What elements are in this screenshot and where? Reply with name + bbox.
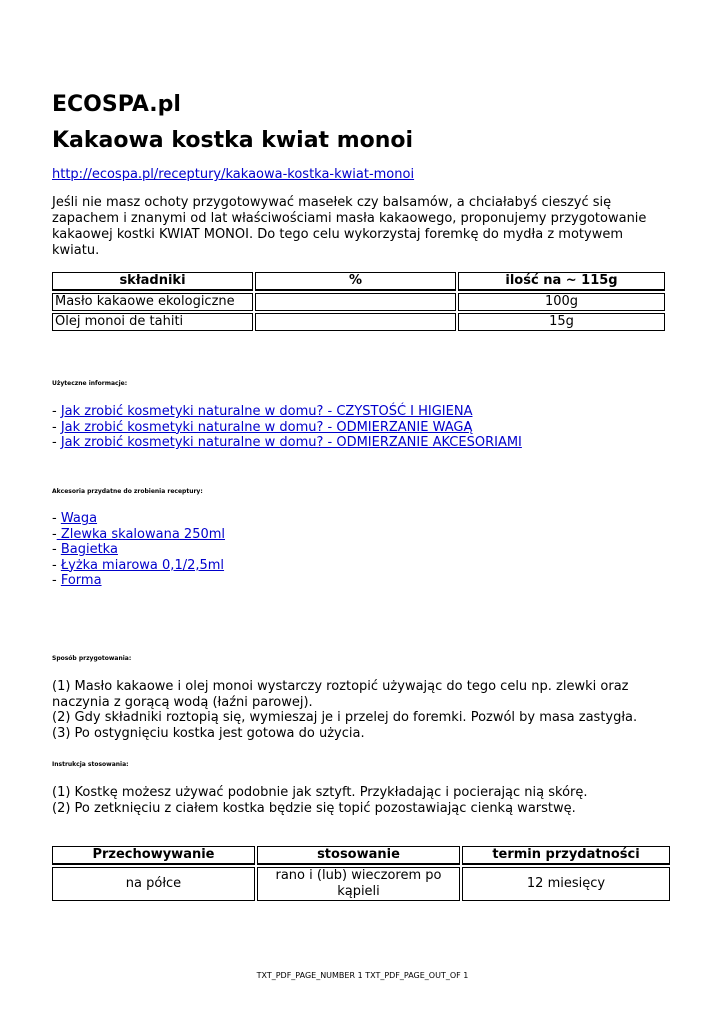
list-item: - Bagietka [52, 542, 118, 557]
table-row [52, 867, 670, 901]
usage-text: (1) Kostkę możesz używać podobnie jak sztyft. Przykładając i pocierając nią skórę. (2) Po zetknięciu z ciałem kostka będzie się topić pozostawiając cienką warstwę. [52, 785, 588, 816]
col-header-usage: stosowanie [257, 846, 460, 865]
table-row [52, 293, 665, 311]
list-item: - Jak zrobić kosmetyki naturalne w domu? - CZYSTOŚĆ I HIGIENA [52, 404, 473, 419]
col-header-amount: ilość na ~ 115g [458, 272, 665, 291]
recipe-url-link[interactable]: http://ecospa.pl/receptury/kakaowa-kostka-kwiat-monoi [52, 167, 415, 182]
accessory-link-scale[interactable]: Waga [60, 511, 98, 526]
page-title: Kakaowa kostka kwiat monoi [52, 128, 414, 153]
ingredient-percent [255, 313, 456, 331]
usage-value: rano i (lub) wieczorem po kąpieli [257, 867, 460, 901]
usage-heading: Instrukcja stosowania: [52, 761, 129, 768]
storage-table [50, 844, 672, 903]
useful-link-hygiene[interactable]: Jak zrobić kosmetyki naturalne w domu? - CZYSTOŚĆ I HIGIENA [60, 404, 473, 419]
ingredient-amount: 15g [458, 313, 665, 331]
accessory-link-stirring-rod[interactable]: Bagietka [60, 542, 118, 557]
useful-link-weighing[interactable]: Jak zrobić kosmetyki naturalne w domu? - ODMIERZANIE WAGĄ [60, 419, 473, 435]
accessory-link-mold[interactable]: Forma [60, 573, 102, 588]
table-row [52, 313, 665, 331]
accessory-link-beaker[interactable]: Zlewka skalowana 250ml [56, 526, 226, 542]
site-name: ECOSPA.pl [52, 92, 181, 117]
accessory-link-measuring-spoon[interactable]: Łyżka miarowa 0,1/2,5ml [60, 557, 225, 573]
list-item: - Jak zrobić kosmetyki naturalne w domu? - ODMIERZANIE WAGĄ [52, 419, 473, 435]
ingredients-header-row [52, 272, 665, 291]
ingredient-name: Olej monoi de tahiti [52, 313, 253, 331]
col-header-expiry: termin przydatności [462, 846, 670, 865]
intro-paragraph: Jeśli nie masz ochoty przygotowywać masełek czy balsamów, a chciałabyś cieszyć się zapachem i znanymi od lat właściwościami masła kakaowego, proponujemy przygotowanie kakaowej kostki KWIAT MONOI. Do tego celu wykorzystaj foremkę do mydła z motywem kwiatu. [52, 195, 647, 258]
list-item: - Jak zrobić kosmetyki naturalne w domu? - ODMIERZANIE AKCESORIAMI [52, 435, 522, 450]
method-text: (1) Masło kakaowe i olej monoi wystarczy roztopić używając do tego celu np. zlewki oraz naczynia z gorącą wodą (łaźni parowej). (2) Gdy składniki roztopią się, wymieszaj je i przelej do foremki. Pozwól by masa zastygła. (3) Po ostygnięciu kostka jest gotowa do użycia. [52, 679, 638, 741]
list-item: - Zlewka skalowana 250ml [52, 526, 226, 542]
expiry-value: 12 miesięcy [462, 867, 670, 901]
ingredient-percent [255, 293, 456, 311]
col-header-percent: % [255, 272, 456, 291]
accessories-heading: Akcesoria przydatne do zrobienia receptury: [52, 488, 203, 495]
useful-link-accessories[interactable]: Jak zrobić kosmetyki naturalne w domu? - ODMIERZANIE AKCESORIAMI [60, 435, 522, 450]
page-footer: TXT_PDF_PAGE_NUMBER 1 TXT_PDF_PAGE_OUT_OF 1 [256, 971, 469, 980]
list-item: - Forma [52, 573, 102, 588]
col-header-ingredient: składniki [52, 272, 253, 291]
col-header-storage: Przechowywanie [52, 846, 255, 865]
storage-value: na półce [52, 867, 255, 901]
useful-info-list [52, 404, 522, 451]
ingredient-name: Masło kakaowe ekologiczne [52, 293, 253, 311]
useful-info-heading: Użyteczne informacje: [52, 380, 128, 387]
storage-header-row [52, 846, 670, 865]
list-item: - Waga [52, 511, 98, 526]
ingredient-amount: 100g [458, 293, 665, 311]
ingredients-table [50, 270, 667, 333]
method-heading: Sposób przygotowania: [52, 655, 132, 662]
accessories-list [52, 511, 225, 589]
list-item: - Łyżka miarowa 0,1/2,5ml [52, 557, 225, 573]
